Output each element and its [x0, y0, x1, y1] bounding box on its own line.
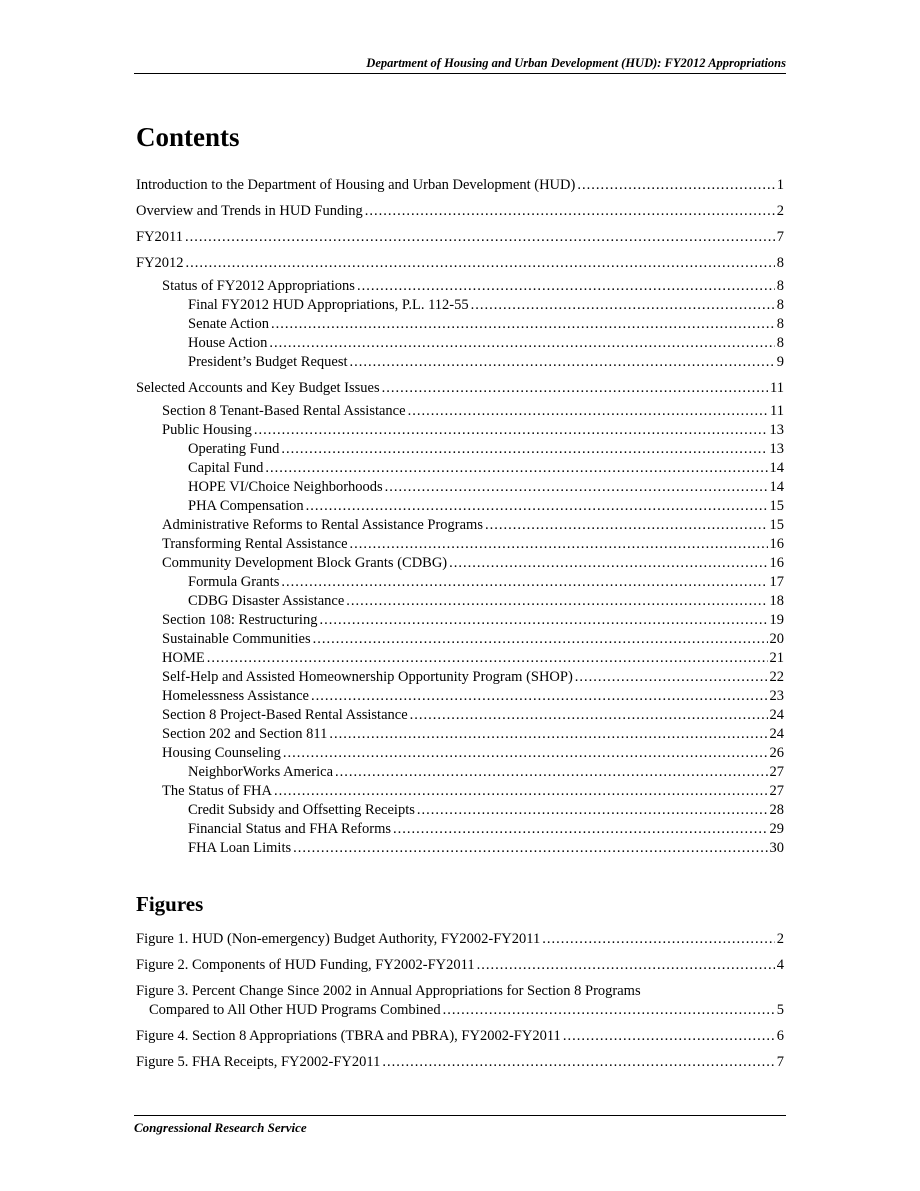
toc-entry-page: 9	[776, 354, 784, 370]
toc-entry[interactable]	[136, 228, 784, 247]
page-title: Contents	[136, 122, 240, 152]
figure-entry-title: Figure 1. HUD (Non-emergency) Budget Authority, FY2002-FY2011	[136, 931, 541, 947]
figure-entry-page: 2	[776, 931, 784, 947]
toc-entry-title: Section 108: Restructuring	[162, 612, 318, 628]
toc-entry-page: 29	[769, 821, 784, 837]
dot-leader	[365, 202, 775, 221]
toc-entry[interactable]	[136, 459, 784, 478]
dot-leader	[319, 611, 767, 630]
dot-leader	[382, 379, 768, 398]
toc-entry[interactable]	[136, 687, 784, 706]
figure-entry-title: Figure 5. FHA Receipts, FY2002-FY2011	[136, 1054, 381, 1070]
toc-entry-title: HOME	[162, 650, 205, 666]
toc-entry[interactable]	[136, 254, 784, 273]
toc-entry-title: Public Housing	[162, 422, 252, 438]
toc-entry-title: Self-Help and Assisted Homeownership Opportunity Program (SHOP)	[162, 669, 573, 685]
toc-entry-page: 24	[769, 707, 784, 723]
table-of-contents	[136, 176, 784, 858]
figures-heading: Figures	[136, 892, 204, 916]
toc-entry-title: Status of FY2012 Appropriations	[162, 278, 355, 294]
dot-leader	[335, 763, 768, 782]
toc-entry-title: President’s Budget Request	[188, 354, 348, 370]
dot-leader	[577, 176, 774, 195]
dot-leader	[185, 228, 775, 247]
toc-entry-page: 20	[769, 631, 784, 647]
dot-leader	[346, 592, 767, 611]
toc-entry-title: Operating Fund	[188, 441, 280, 457]
toc-entry-page: 23	[769, 688, 784, 704]
toc-entry-title: Senate Action	[188, 316, 269, 332]
figure-entry-title: Figure 2. Components of HUD Funding, FY2002-FY2011	[136, 957, 475, 973]
dot-leader	[563, 1027, 775, 1046]
dot-leader	[542, 930, 775, 949]
toc-entry-title: Housing Counseling	[162, 745, 281, 761]
toc-entry-page: 30	[769, 840, 784, 856]
toc-entry-page: 2	[776, 203, 784, 219]
toc-entry[interactable]	[136, 725, 784, 744]
toc-entry-title: Administrative Reforms to Rental Assistance Programs	[162, 517, 483, 533]
toc-entry-page: 14	[769, 460, 784, 476]
toc-entry[interactable]	[136, 497, 784, 516]
dot-leader	[186, 254, 775, 273]
toc-entry-title: Section 8 Tenant-Based Rental Assistance	[162, 403, 406, 419]
toc-entry[interactable]	[136, 630, 784, 649]
figure-entry[interactable]	[136, 982, 784, 1020]
toc-entry[interactable]	[136, 402, 784, 421]
toc-entry[interactable]	[136, 176, 784, 195]
toc-entry-title: Capital Fund	[188, 460, 264, 476]
toc-entry-page: 8	[776, 316, 784, 332]
toc-entry-title: NeighborWorks America	[188, 764, 333, 780]
toc-entry-page: 18	[769, 593, 784, 609]
toc-entry[interactable]	[136, 334, 784, 353]
toc-entry[interactable]	[136, 611, 784, 630]
dot-leader	[477, 956, 775, 975]
toc-entry-page: 27	[769, 764, 784, 780]
toc-entry-title: Introduction to the Department of Housing and Urban Development (HUD)	[136, 177, 576, 193]
toc-entry[interactable]	[136, 592, 784, 611]
toc-entry-title: Selected Accounts and Key Budget Issues	[136, 380, 380, 396]
dot-leader	[393, 820, 768, 839]
toc-entry-page: 13	[769, 422, 784, 438]
figure-entry[interactable]	[136, 1027, 784, 1046]
toc-entry[interactable]	[136, 277, 784, 296]
dot-leader	[293, 839, 767, 858]
figure-entry-page: 4	[776, 957, 784, 973]
toc-entry-title: Homelessness Assistance	[162, 688, 309, 704]
dot-leader	[385, 478, 768, 497]
toc-entry-page: 27	[769, 783, 784, 799]
toc-entry-title: Credit Subsidy and Offsetting Receipts	[188, 802, 415, 818]
toc-entry-page: 11	[770, 403, 784, 419]
dot-leader	[350, 535, 768, 554]
toc-entry-page: 24	[769, 726, 784, 742]
dot-leader	[443, 1001, 775, 1020]
toc-entry-title: Financial Status and FHA Reforms	[188, 821, 391, 837]
toc-entry-title: Formula Grants	[188, 574, 280, 590]
figure-entry[interactable]	[136, 1053, 784, 1072]
toc-entry-title: Sustainable Communities	[162, 631, 311, 647]
toc-entry[interactable]	[136, 782, 784, 801]
toc-entry-page: 26	[769, 745, 784, 761]
dot-leader	[283, 744, 768, 763]
toc-entry-page: 15	[769, 498, 784, 514]
dot-leader	[271, 315, 775, 334]
dot-leader	[408, 402, 768, 421]
dot-leader	[311, 687, 768, 706]
toc-entry-title: Section 8 Project-Based Rental Assistance	[162, 707, 408, 723]
dot-leader	[575, 668, 768, 687]
toc-entry[interactable]	[136, 573, 784, 592]
dot-leader	[449, 554, 767, 573]
toc-entry-title: FY2012	[136, 255, 184, 271]
dot-leader	[265, 459, 767, 478]
toc-entry-page: 15	[769, 517, 784, 533]
dot-leader	[382, 1053, 774, 1072]
toc-entry-page: 11	[770, 380, 784, 396]
toc-entry-page: 14	[769, 479, 784, 495]
dot-leader	[417, 801, 768, 820]
toc-entry-page: 17	[769, 574, 784, 590]
dot-leader	[313, 630, 768, 649]
dot-leader	[281, 440, 767, 459]
list-of-figures	[136, 930, 784, 1072]
figure-entry-title: Figure 4. Section 8 Appropriations (TBRA and PBRA), FY2002-FY2011	[136, 1028, 561, 1044]
figure-entry-page: 7	[776, 1054, 784, 1070]
toc-entry-title: Final FY2012 HUD Appropriations, P.L. 112-55	[188, 297, 469, 313]
toc-entry[interactable]	[136, 839, 784, 858]
toc-entry[interactable]	[136, 296, 784, 315]
dot-leader	[254, 421, 768, 440]
toc-entry[interactable]	[136, 516, 784, 535]
toc-entry-page: 16	[769, 555, 784, 571]
toc-entry-page: 13	[769, 441, 784, 457]
toc-entry[interactable]	[136, 379, 784, 398]
toc-entry[interactable]	[136, 744, 784, 763]
toc-entry-title: House Action	[188, 335, 268, 351]
toc-entry[interactable]	[136, 763, 784, 782]
toc-entry-page: 8	[776, 278, 784, 294]
toc-entry[interactable]	[136, 554, 784, 573]
toc-entry-page: 8	[776, 255, 784, 271]
toc-entry[interactable]	[136, 202, 784, 221]
dot-leader	[471, 296, 775, 315]
toc-entry[interactable]	[136, 315, 784, 334]
figure-entry-page: 5	[776, 1002, 784, 1018]
running-footer: Congressional Research Service	[134, 1115, 786, 1136]
toc-entry-page: 16	[769, 536, 784, 552]
dot-leader	[485, 516, 768, 535]
toc-entry[interactable]	[136, 649, 784, 668]
dot-leader	[207, 649, 768, 668]
figure-entry-page: 6	[776, 1028, 784, 1044]
running-header: Department of Housing and Urban Development (HUD): FY2012 Appropriations	[134, 56, 786, 74]
dot-leader	[410, 706, 768, 725]
dot-leader	[274, 782, 768, 801]
figure-entry[interactable]	[136, 930, 784, 949]
dot-leader	[269, 334, 774, 353]
toc-entry-page: 8	[776, 297, 784, 313]
toc-entry-page: 21	[769, 650, 784, 666]
toc-entry-title: PHA Compensation	[188, 498, 304, 514]
toc-entry[interactable]	[136, 353, 784, 372]
toc-entry-title: Section 202 and Section 811	[162, 726, 328, 742]
toc-entry-page: 28	[769, 802, 784, 818]
figure-entry[interactable]	[136, 956, 784, 975]
toc-entry[interactable]	[136, 668, 784, 687]
figure-entry-continuation: Compared to All Other HUD Programs Combined	[149, 1002, 441, 1018]
toc-entry-page: 19	[769, 612, 784, 628]
toc-entry[interactable]	[136, 440, 784, 459]
toc-entry-page: 1	[776, 177, 784, 193]
toc-entry-title: Overview and Trends in HUD Funding	[136, 203, 363, 219]
toc-entry-page: 22	[769, 669, 784, 685]
toc-entry-title: FHA Loan Limits	[188, 840, 292, 856]
dot-leader	[357, 277, 775, 296]
dot-leader	[306, 497, 768, 516]
toc-entry-page: 8	[776, 335, 784, 351]
toc-entry[interactable]	[136, 421, 784, 440]
dot-leader	[350, 353, 775, 372]
toc-entry-title: HOPE VI/Choice Neighborhoods	[188, 479, 383, 495]
toc-entry-title: FY2011	[136, 229, 183, 245]
toc-entry-page: 7	[776, 229, 784, 245]
toc-entry-title: Community Development Block Grants (CDBG)	[162, 555, 448, 571]
dot-leader	[329, 725, 767, 744]
toc-entry[interactable]	[136, 801, 784, 820]
toc-entry-title: The Status of FHA	[162, 783, 272, 799]
toc-entry[interactable]	[136, 706, 784, 725]
toc-entry[interactable]	[136, 478, 784, 497]
toc-entry[interactable]	[136, 535, 784, 554]
toc-entry-title: CDBG Disaster Assistance	[188, 593, 345, 609]
dot-leader	[281, 573, 767, 592]
figure-entry-title: Figure 3. Percent Change Since 2002 in Annual Appropriations for Section 8 Programs	[136, 983, 641, 999]
toc-entry-title: Transforming Rental Assistance	[162, 536, 348, 552]
toc-entry[interactable]	[136, 820, 784, 839]
